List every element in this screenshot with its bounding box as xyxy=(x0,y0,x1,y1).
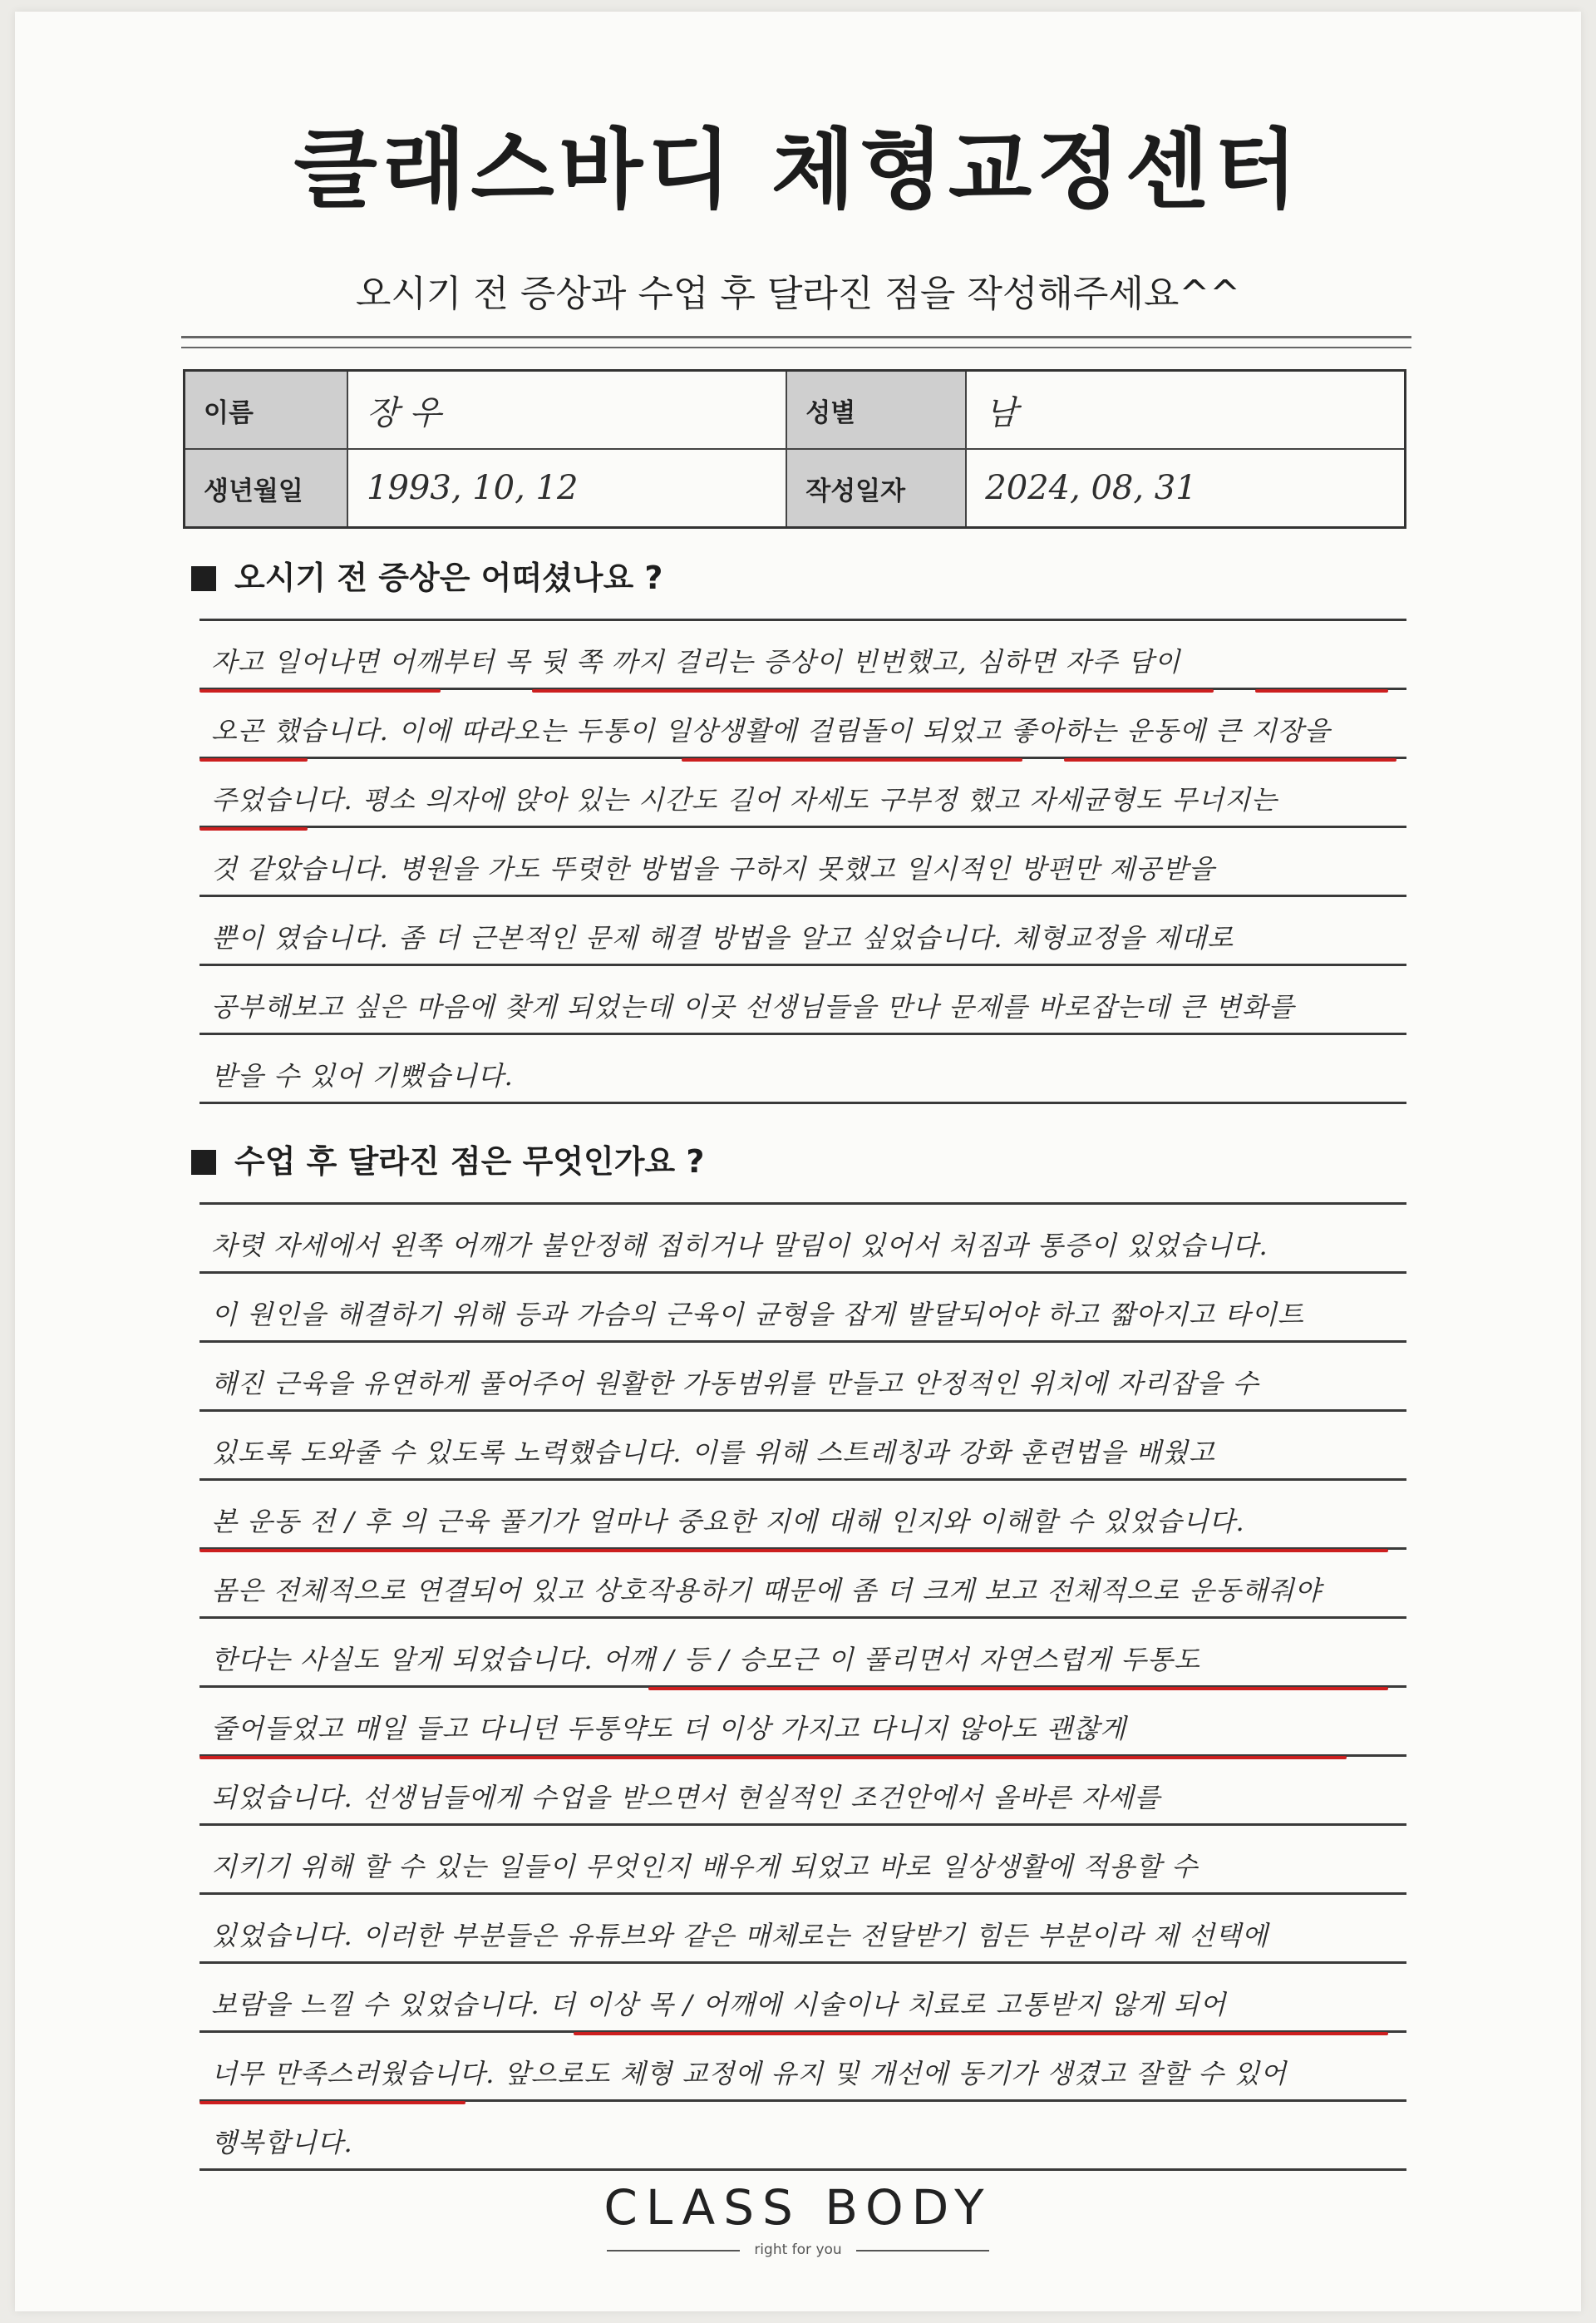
section1-heading xyxy=(191,562,663,594)
section2-heading-text: 수업 후 달라진 점은 무엇인가요 ? xyxy=(234,1143,705,1180)
handwritten-text: 것 같았습니다. 병원을 가도 뚜렷한 방법을 구하지 못했고 일시적인 방편만 제공받을 xyxy=(211,853,1215,885)
section2-line xyxy=(200,1826,1406,1895)
section2-line xyxy=(200,1550,1406,1619)
handwritten-text: 몸은 전체적으로 연결되어 있고 상호작용하기 때문에 좀 더 크게 보고 전체적으로 운동해줘야 xyxy=(211,1575,1322,1606)
form-subtitle: 오시기 전 증상과 수업 후 달라진 점을 작성해주세요^^ xyxy=(355,273,1241,315)
handwritten-text: 공부해보고 싶은 마음에 찾게 되었는데 이곳 선생님들을 만나 문제를 바로잡는데 큰 변화를 xyxy=(211,991,1295,1023)
gender-value: 남 xyxy=(966,371,1405,450)
section1-line xyxy=(200,1035,1406,1104)
handwritten-text: 한다는 사실도 알게 되었습니다. 어깨 / 등 / 승모근 이 풀리면서 자연스럽게 두통도 xyxy=(211,1644,1200,1675)
section1-lines xyxy=(200,619,1406,1104)
section2-line xyxy=(200,2102,1406,2171)
section2-heading xyxy=(191,1143,705,1180)
handwritten-text: 받을 수 있어 기뻤습니다. xyxy=(211,1060,514,1092)
handwritten-text: 뿐이 였습니다. 좀 더 근본적인 문제 해결 방법을 알고 싶었습니다. 체형교정을 제대로 xyxy=(211,922,1234,954)
handwritten-text: 있도록 도와줄 수 있도록 노력했습니다. 이를 위해 스트레칭과 강화 훈련법을 배웠고 xyxy=(211,1437,1215,1468)
birth-value: 1993, 10, 12 xyxy=(347,449,786,528)
handwritten-text: 해진 근육을 유연하게 풀어주어 원활한 가동범위를 만들고 안정적인 위치에 자리잡을 수 xyxy=(211,1368,1259,1399)
date-label: 작성일자 xyxy=(786,449,966,528)
section2-line xyxy=(200,1964,1406,2033)
section2-line xyxy=(200,1343,1406,1412)
name-label: 이름 xyxy=(185,371,348,450)
section2-line xyxy=(200,1412,1406,1481)
handwritten-text: 자고 일어나면 어깨부터 목 뒷 쪽 까지 걸리는 증상이 빈번했고, 심하면 자주 담이 xyxy=(211,646,1181,678)
handwritten-text: 주었습니다. 평소 의자에 앉아 있는 시간도 길어 자세도 구부정 했고 자세균형도 무너지는 xyxy=(211,784,1278,816)
handwritten-text: 보람을 느낄 수 있었습니다. 더 이상 목 / 어깨에 시술이나 치료로 고통받지 않게 되어 xyxy=(211,1989,1227,2020)
section1-heading-text: 오시기 전 증상은 어떠셨나요 ? xyxy=(234,560,663,596)
handwritten-text: 지키기 위해 할 수 있는 일들이 무엇인지 배우게 되었고 바로 일상생활에 적용할 수 xyxy=(211,1851,1199,1882)
section2-line xyxy=(200,2033,1406,2102)
square-bullet-icon xyxy=(191,1150,216,1175)
gender-label: 성별 xyxy=(786,371,966,450)
handwritten-text: 너무 만족스러웠습니다. 앞으로도 체형 교정에 유지 및 개선에 동기가 생겼고 잘할 수 있어 xyxy=(211,2058,1288,2089)
section2-line xyxy=(200,1895,1406,1964)
section2-lines xyxy=(200,1202,1406,2171)
section1-line xyxy=(200,619,1406,690)
section1-line xyxy=(200,897,1406,966)
section2-line xyxy=(200,1274,1406,1343)
section1-line xyxy=(200,828,1406,897)
section2-line xyxy=(200,1757,1406,1826)
handwritten-text: 본 운동 전 / 후 의 근육 풀기가 얼마나 중요한 지에 대해 인지와 이해할 수 있었습니다. xyxy=(211,1506,1245,1537)
section1-line xyxy=(200,690,1406,759)
section1-line xyxy=(200,759,1406,828)
handwritten-text: 이 원인을 해결하기 위해 등과 가슴의 근육이 균형을 잡게 발달되어야 하고 짧아지고 타이트 xyxy=(211,1299,1304,1330)
brand-tagline: right for you xyxy=(754,2242,842,2258)
testimonial-form xyxy=(15,12,1581,2311)
section1-line xyxy=(200,966,1406,1035)
handwritten-text: 오곤 했습니다. 이에 따라오는 두통이 일상생활에 걸림돌이 되었고 좋아하는 운동에 큰 지장을 xyxy=(211,715,1331,747)
tagline-rule-right xyxy=(856,2250,989,2251)
handwritten-text: 있었습니다. 이러한 부분들은 유튜브와 같은 매체로는 전달받기 힘든 부분이라 제 선택에 xyxy=(211,1920,1268,1951)
square-bullet-icon xyxy=(191,566,216,591)
form-title: 클래스바디 체형교정센터 xyxy=(293,119,1303,220)
handwritten-text: 차렷 자세에서 왼쪽 어깨가 불안정해 접히거나 말림이 있어서 처짐과 통증이 있었습니다. xyxy=(211,1230,1268,1261)
handwritten-text: 행복합니다. xyxy=(211,2127,353,2158)
date-value: 2024, 08, 31 xyxy=(966,449,1405,528)
section2-line xyxy=(200,1481,1406,1550)
brand-logo: CLASS BODY xyxy=(603,2179,993,2236)
header-divider xyxy=(181,336,1411,348)
section2-line xyxy=(200,1202,1406,1274)
handwritten-text: 줄어들었고 매일 들고 다니던 두통약도 더 이상 가지고 다니지 않아도 괜찮게 xyxy=(211,1713,1126,1744)
info-table xyxy=(183,369,1406,529)
name-value: 장 우 xyxy=(347,371,786,450)
handwritten-text: 되었습니다. 선생님들에게 수업을 받으면서 현실적인 조건안에서 올바른 자세를 xyxy=(211,1782,1161,1813)
section2-line xyxy=(200,1619,1406,1688)
birth-label: 생년월일 xyxy=(185,449,348,528)
section2-line xyxy=(200,1688,1406,1757)
